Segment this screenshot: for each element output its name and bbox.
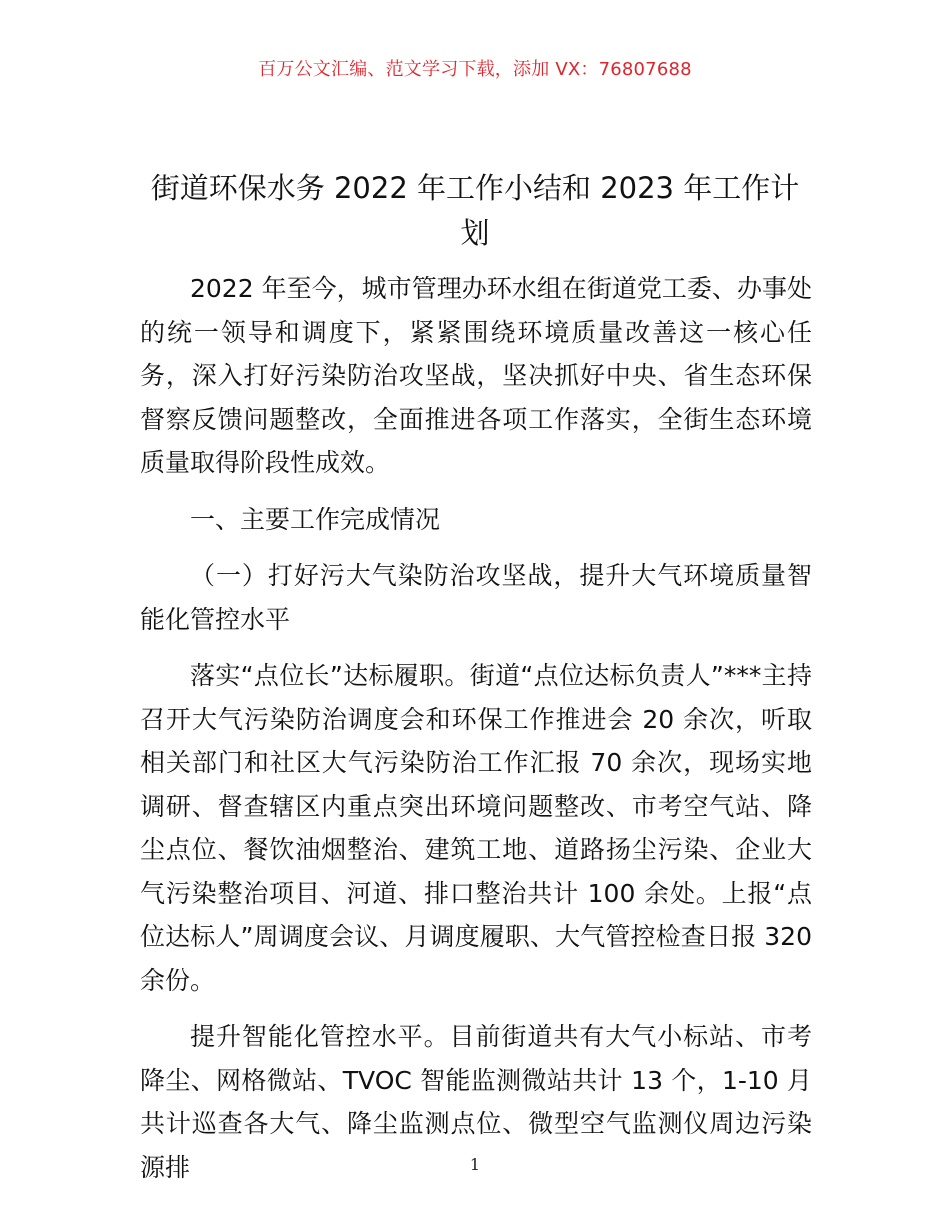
paragraph-intro: 2022 年至今，城市管理办环水组在街道党工委、办事处的统一领导和调度下，紧紧围绕环境质量改善这一核心任务，深入打好污染防治攻坚战，坚决抓好中央、省生态环保督察反馈问题整改，全面推进各项工作落实，全街生态环境质量取得阶段性成效。 xyxy=(140,274,812,477)
paragraph-smart-control: 提升智能化管控水平。目前街道共有大气小标站、市考降尘、网格微站、TVOC 智能监测微站共计 13 个，1-10 月共计巡查各大气、降尘监测点位、微型空气监测仪周边污染源排 xyxy=(140,1022,812,1182)
page-number: 1 xyxy=(469,1155,481,1174)
subsection-heading-air-pollution: （一）打好污大气染防治攻坚战，提升大气环境质量智能化管控水平 xyxy=(140,561,812,634)
document-title: 街道环保水务 2022 年工作小结和 2023 年工作计划 xyxy=(150,171,800,250)
section-heading-main-work: 一、主要工作完成情况 xyxy=(190,504,441,534)
paragraph-site-leader: 落实“点位长”达标履职。街道“点位达标负责人”***主持召开大气污染防治调度会和环保工作推进会 20 余次，听取相关部门和社区大气污染防治工作汇报 70 余次，现场实地调研、督查辖区内重点突出环境问题整改、市考空气站、降尘点位、餐饮油烟整治、建筑工地、道路扬尘污染、企业大气污染整治项目、河道、排口整治共计 100 余处。上报“点位达标人”周调度会议、月调度履职、大气管控检查日报 320 余份。 xyxy=(140,661,812,995)
header-watermark-note: 百万公文汇编、范文学习下载，添加 VX：76807688 xyxy=(258,59,692,80)
document-body xyxy=(140,267,812,1202)
